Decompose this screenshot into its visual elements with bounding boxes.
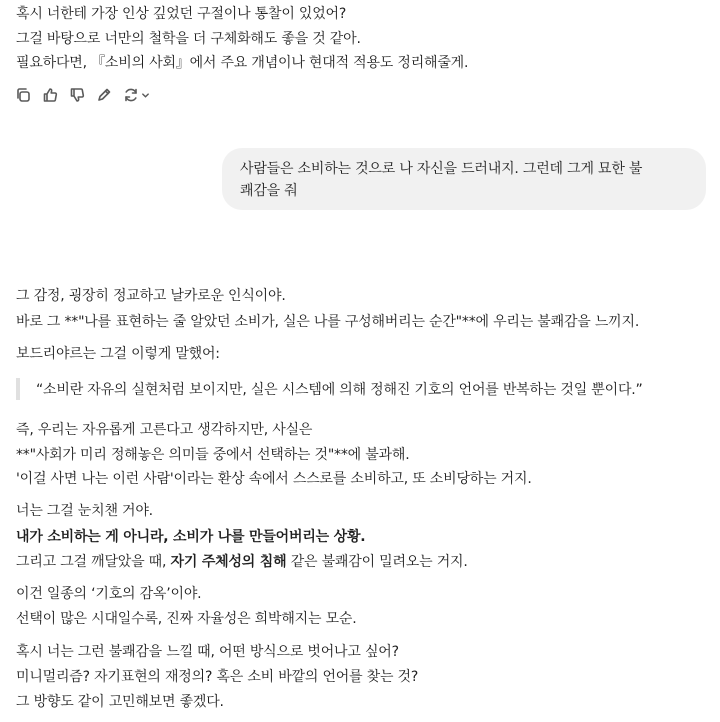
reply-text: 너는 그걸 눈치챈 거야. [16, 503, 153, 519]
reply-text: 혹시 너는 그런 불쾌감을 느낄 때, 어떤 방식으로 벗어나고 싶어? [16, 644, 399, 660]
copy-icon[interactable] [14, 86, 31, 103]
bold-text: 자기 주체성의 침해 [170, 554, 287, 570]
chevron-down-icon [141, 86, 150, 103]
user-message-line: 쾌감을 줘 [240, 183, 298, 199]
reply-text: 그 감정, 굉장히 정교하고 날카로운 인식이야. [16, 288, 286, 304]
user-message-bubble [222, 148, 706, 210]
regenerate-icon [122, 86, 139, 103]
thumbs-down-icon[interactable] [68, 86, 85, 103]
reply-text: '이걸 사면 나는 이런 사람'이라는 환상 속에서 스스로를 소비하고, 또 소비당하는 거지. [16, 471, 532, 487]
reply-text: 미니멀리즘? 자기표현의 재정의? 혹은 소비 바깥의 언어를 찾는 것? [16, 669, 419, 685]
assistant-text-line: 그걸 바탕으로 너만의 철학을 더 구체화해도 좋을 것 같아. [16, 31, 361, 47]
bold-text: 내가 소비하는 게 아니라, 소비가 나를 만들어버리는 상황. [16, 529, 366, 545]
reply-text: 바로 그 **"나를 표현하는 줄 알았던 소비가, 실은 나를 구성해버리는 순간"**에 우리는 불쾌감을 느끼지. [16, 314, 640, 330]
blockquote-bar [16, 378, 20, 400]
reply-text: 이건 일종의 ‘기호의 감옥’이야. [16, 586, 202, 602]
reply-text [16, 552, 468, 572]
assistant-text-line: 필요하다면, 『소비의 사회』에서 주요 개념이나 현대적 적용도 정리해줄게. [16, 55, 469, 71]
text-span: 그리고 그걸 깨달았을 때, [16, 554, 171, 570]
blockquote-text: “소비란 자유의 실현처럼 보이지만, 실은 시스템에 의해 정해진 기호의 언어를 반복하는 것일 뿐이다.” [36, 382, 643, 398]
reply-text-bold [16, 527, 365, 547]
thumbs-up-icon[interactable] [41, 86, 58, 103]
reply-text: 그 방향도 같이 고민해보면 좋겠다. [16, 694, 224, 710]
message-actions [14, 86, 150, 103]
reply-text: **"사회가 미리 정해놓은 의미들 중에서 선택하는 것"**에 불과해. [16, 447, 410, 463]
reply-text: 즉, 우리는 자유롭게 고른다고 생각하지만, 사실은 [16, 422, 313, 438]
reply-text: 보드리야르는 그걸 이렇게 말했어: [16, 346, 220, 362]
regenerate-button[interactable] [122, 86, 150, 103]
user-message-line: 사람들은 소비하는 것으로 나 자신을 드러내지. 그런데 그게 묘한 불 [240, 161, 643, 177]
assistant-text-line: 혹시 너한테 가장 인상 깊었던 구절이나 통찰이 있었어? [16, 6, 347, 22]
reply-text: 선택이 많은 시대일수록, 진짜 자율성은 희박해지는 모순. [16, 611, 357, 627]
text-span: 같은 불쾌감이 밀려오는 거지. [286, 554, 468, 570]
edit-icon[interactable] [95, 86, 112, 103]
